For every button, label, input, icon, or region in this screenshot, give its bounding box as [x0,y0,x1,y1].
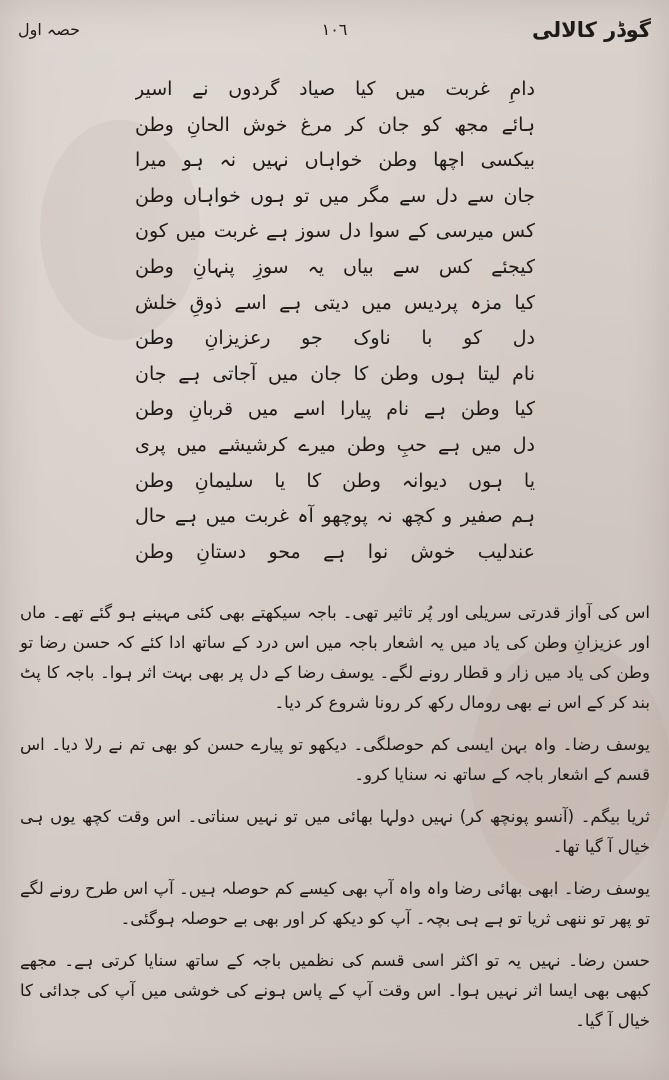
poem-line: دل میں ہے حبِ وطن میرے کرشیشے میں پری [135,433,535,456]
prose-line: اثر نہیں ہوا۔ اس وقت آپ کے پاس ہونے کی خوشی میں آپ کی جدائی کا خیال آ گیا۔ [20,981,650,1030]
poem-line: دامِ غربت میں کیا صیاد گردوں نے اسیر [135,78,535,100]
book-title: گوڈر کالالی [532,18,651,42]
poem-line: عندلیب خوش نوا ہے محو دستانِ وطن [135,540,535,563]
prose-line: یوسف رضا۔ ابھی بھائی رضا واہ واہ آپ بھی کیسے کم حوصلہ ہیں۔ آپ اس طرح رونے لگے [20,879,650,898]
prose-paragraph [20,946,650,1036]
prose-line: تو پھر تو ننھی ثریا تو ہے ہی بچہ۔ آپ کو دیکھ کر اور بھی بے حوصلہ ہوگئی۔ [120,909,650,928]
prose-line: اور عزیزانِ وطن کی یاد میں یہ اشعار باجہ میں اس درد کے ساتھ ادا کئے کہ حسن رضا تو وطن [20,633,650,682]
prose-line: بند کر کے اس نے بھی رومال رکھ کر رونا شروع کر دیا۔ [274,693,650,712]
prose-paragraph [20,730,650,790]
page-number: ١٠٦ [321,20,348,39]
poem-line: دل کو با ناوک جو رعزیزانِ وطن [135,327,535,350]
poem-line: ہائے مجھ کو جان کر مرغ خوش الحانِ وطن [135,113,535,136]
page-header [18,18,651,58]
prose-paragraph [20,802,650,862]
prose-paragraph [20,874,650,934]
poem-line: ہم صفیر و کچھ نہ پوچھو آہ غربت میں ہے حال [135,505,535,528]
prose-line: یوسف رضا۔ واہ بہن ایسی کم حوصلگی۔ دیکھو تو پیارے حسن کو بھی تم نے رلا دیا۔ اس [20,735,650,754]
prose-line: اس کی آواز قدرتی سریلی اور پُر تاثیر تھی۔ باجہ سیکھتے بھی کئی مہینے ہو گئے تھے۔ ماں [20,603,650,622]
poem-line: کیجئے کس سے بیاں یہ سوزِ پنہانِ وطن [135,255,535,278]
prose-line: ثریا بیگم۔ (آنسو پونچھ کر) نہیں دولہا بھائی میں تو نہیں سناتی۔ اس وقت کچھ یوں [50,807,650,826]
prose-paragraph [20,598,650,718]
poem-line: کس میرسی کے سوا دل سوز ہے غربت میں کون [135,220,535,243]
prose-body [20,598,650,1036]
poem-line: یا ہوں دیوانہ وطن کا یا سلیمانِ وطن [135,469,535,492]
prose-line: حسن رضا۔ نہیں یہ تو اکثر اسی قسم کی نظمیں باجہ کے ساتھ سنایا کرتی ہے۔ مجھے کبھی بھی ایسا [20,951,650,1000]
poem-block [135,72,535,570]
prose-line: ہی خیال آ گیا تھا۔ [20,807,650,856]
part-label: حصہ اول [18,20,81,39]
prose-line: قسم کے اشعار باجہ کے ساتھ نہ سنایا کرو۔ [354,765,650,784]
poem-line: جان سے دل سے مگر میں تو ہوں خواہاں وطن [135,184,535,207]
poem-line: کیا وطن ہے نام پیارا اسے میں قربانِ وطن [135,398,535,421]
prose-line: کی یاد میں زار و قطار رونے لگے۔ یوسف رضا کے دل پر بھی بہت اثر ہوا۔ باجہ کا پٹ [20,663,611,682]
poem-line: بیکسی اچھا وطن خواہاں نہیں نہ ہو میرا [135,149,535,172]
poem-line: کیا مزہ پردیس میں دیتی ہے اسے ذوقِ خلش [135,291,535,314]
poem-line: نام لیتا ہوں وطن کا جان میں آجاتی ہے جان [135,362,535,385]
